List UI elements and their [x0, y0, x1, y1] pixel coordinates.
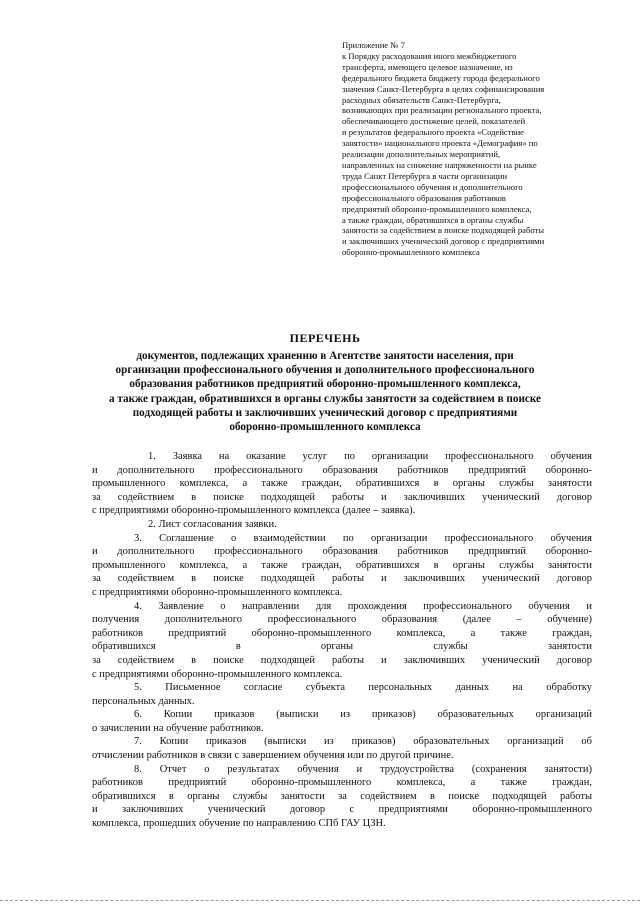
annex-line: Приложение № 7 [342, 40, 405, 50]
list-item-line: 8. Отчет о результатах обучения и трудоустройства (сохранения занятости) [134, 763, 592, 775]
annex-line: труда Санкт Петербурга в части организации [342, 170, 508, 181]
list-item-line: о зачислении на обучение работников. [92, 722, 264, 734]
list-item-line: за содействием в поиске подходящей работы и заключивших ученический договор [92, 654, 592, 666]
list-item-line: промышленного комплекса, а также граждан, обратившихся в органы службы занятости [92, 478, 592, 490]
annex-line: профессионального образования работников [342, 192, 506, 203]
annex-line: к Порядку расходования иного межбюджетного [342, 50, 517, 61]
list-item-1 [92, 450, 592, 518]
list-item-line: 7. Копии приказов (выписки из приказов) образовательных организаций об [134, 736, 592, 748]
list-item-line: работников предприятий оборонно-промышленного комплекса, а также граждан, [92, 627, 592, 639]
document-list [92, 450, 592, 831]
list-item-line: комплекса, прошедших обучение по направлению СПб ГАУ ЦЗН. [92, 818, 386, 830]
list-item-3 [92, 532, 592, 600]
annex-line: возникающих при реализации регионального проекта, [342, 105, 542, 116]
annex-header [342, 40, 604, 258]
list-item-line: 5. Письменное согласие субъекта персональных данных на обработку [134, 682, 592, 694]
list-item-line: промышленного комплекса, а также граждан, обратившихся в органы службы занятости [92, 559, 592, 571]
subtitle-line: а также граждан, обратившихся в органы службы занятости за содействием в поиске [108, 392, 542, 405]
list-item-line: 6. Копии приказов (выписки из приказов) образовательных организаций [134, 709, 592, 721]
annex-line: реализации дополнительных мероприятий, [342, 149, 501, 160]
subtitle-line: документов, подлежащих хранению в Агентстве занятости населения, при [136, 350, 514, 362]
list-item-line: за содействием в поиске подходящей работы и заключивших ученический договор [92, 491, 592, 503]
list-item-line: отчислении работников в связи с завершением обучения или по другой причине. [92, 750, 454, 762]
list-item-line: за содействием в поиске подходящей работы и заключивших ученический договор [92, 573, 592, 585]
document-title: ПЕРЕЧЕНЬ [289, 331, 361, 345]
list-item-line: с предприятиями оборонно-промышленного комплекса (далее – заявка). [92, 505, 416, 517]
list-item-line: и дополнительного профессионального образования работников предприятий оборонно- [92, 464, 592, 476]
annex-line: профессионального обучения и дополнительного [342, 181, 523, 192]
subtitle-line: образования работников предприятий оборонно-промышленного комплекса, [129, 378, 521, 391]
list-item-line: 4. Заявление о направлении для прохождения профессионального обучения и [134, 600, 592, 612]
annex-line: и результатов федерального проекта «Содействие [342, 127, 524, 138]
list-item-line: и заключивших ученический договор с предприятиями оборонно-промышленного [92, 804, 592, 816]
list-item-line: с предприятиями оборонно-промышленного комплекса. [92, 586, 343, 598]
list-item-line: обратившихся в органы службы занятости [92, 641, 592, 653]
subtitle-line: подходящей работы и заключивших ученический договор с предприятиями [132, 406, 518, 419]
list-item-5 [92, 681, 592, 708]
list-item-8 [92, 763, 592, 831]
list-item-line: получения дополнительного профессионального образования (далее – обучение) [92, 614, 592, 626]
annex-line: значения Санкт-Петербурга в целях софинансирования [342, 83, 545, 94]
subtitle-line: оборонно-промышленного комплекса [229, 421, 421, 434]
subtitle-line: организации профессионального обучения и дополнительного профессионального [115, 364, 535, 377]
document-title-block [90, 331, 560, 434]
list-item-line: 2. Лист согласования заявки. [148, 518, 277, 530]
list-item-line: работников предприятий оборонно-промышленного комплекса, а также граждан, [92, 777, 592, 789]
annex-line: обеспечивающего достижение целей, показателей [342, 116, 526, 127]
annex-line: направленных на снижение напряженности на рынке [342, 159, 537, 170]
list-item-line: 3. Соглашение о взаимодействии по организации профессионального обучения [134, 532, 592, 544]
annex-line: трансферта, имеющего целевое назначение, из [342, 61, 513, 72]
annex-line: оборонно-промышленного комплекса [342, 247, 480, 258]
list-item-2 [92, 518, 592, 532]
annex-line: федерального бюджета бюджету города федерального [342, 72, 540, 83]
annex-line: а также граждан, обратившихся в органы службы [342, 214, 524, 225]
list-item-line: обратившихся в органы службы занятости за содействием в поиске подходящей работы [92, 790, 592, 802]
annex-line: занятости» национального проекта «Демография» по [342, 138, 538, 149]
list-item-line: персональных данных. [92, 695, 195, 707]
list-item-4 [92, 600, 592, 682]
list-item-7 [92, 735, 592, 762]
annex-line: расходных обязательств Санкт-Петербурга, [342, 94, 501, 105]
list-item-line: с предприятиями оборонно-промышленного комплекса. [92, 668, 343, 680]
list-item-line: и дополнительного профессионального образования работников предприятий оборонно- [92, 546, 592, 558]
list-item-6 [92, 708, 592, 735]
page-bottom-divider [0, 900, 640, 902]
list-item-line: 1. Заявка на оказание услуг по организации профессионального обучения [148, 451, 592, 462]
annex-line: предприятий оборонно-промышленного комплекса, [342, 203, 532, 214]
document-subtitle [90, 349, 560, 434]
annex-line: и заключивших ученический договор с предприятиями [342, 236, 545, 247]
annex-line: занятости за содействием в поиске подходящей работы [342, 225, 545, 236]
